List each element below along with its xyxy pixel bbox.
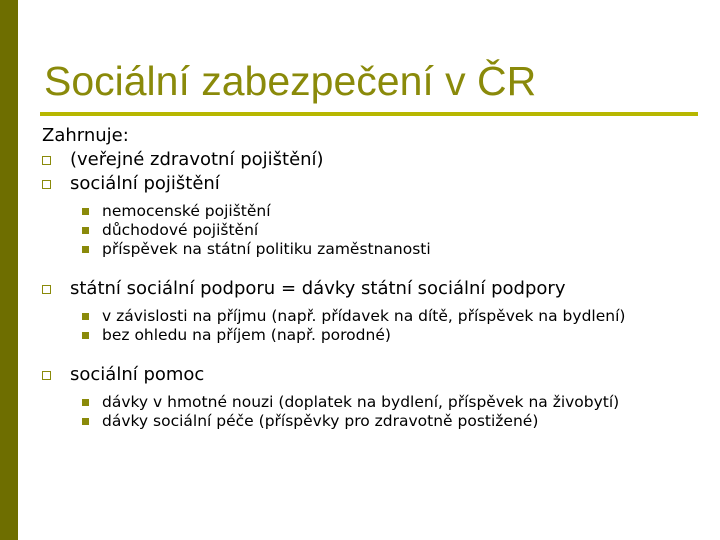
sub-list-item-text: příspěvek na státní politiku zaměstnanosti (102, 240, 431, 258)
sub-list-item-text: v závislosti na příjmu (např. přídavek na dítě, příspěvek na bydlení) (102, 307, 626, 325)
sub-list-item (42, 202, 702, 221)
sub-list-item (42, 393, 702, 412)
sub-list-item-text: důchodové pojištění (102, 221, 259, 239)
list-item-text: sociální pojištění (70, 173, 220, 194)
list-item (42, 148, 702, 172)
sub-list-item-text: dávky v hmotné nouzi (doplatek na bydlení, příspěvek na živobytí) (102, 393, 620, 411)
hollow-square-bullet-icon (42, 180, 51, 189)
title-underline (40, 112, 698, 116)
sub-list-item (42, 240, 702, 259)
filled-square-bullet-icon (82, 208, 89, 215)
list-item-text: státní sociální podporu = dávky státní sociální podpory (70, 278, 566, 299)
hollow-square-bullet-icon (42, 285, 51, 294)
list-item (42, 363, 702, 387)
list-item-text: (veřejné zdravotní pojištění) (70, 149, 324, 170)
hollow-square-bullet-icon (42, 371, 51, 380)
list-item (42, 277, 702, 301)
filled-square-bullet-icon (82, 227, 89, 234)
sub-list-item (42, 307, 702, 326)
sub-list-item-text: dávky sociální péče (příspěvky pro zdravotně postižené) (102, 412, 539, 430)
list-item-text: sociální pomoc (70, 364, 205, 385)
left-accent-bar (0, 0, 18, 540)
filled-square-bullet-icon (82, 418, 89, 425)
filled-square-bullet-icon (82, 246, 89, 253)
sub-list-item-text: bez ohledu na příjem (např. porodné) (102, 326, 391, 344)
sub-list-item (42, 412, 702, 431)
list-item (42, 172, 702, 196)
filled-square-bullet-icon (82, 332, 89, 339)
filled-square-bullet-icon (82, 399, 89, 406)
intro-text: Zahrnuje: (42, 125, 129, 146)
slide-content (42, 124, 702, 431)
slide-title: Sociální zabezpečení v ČR (44, 58, 537, 104)
filled-square-bullet-icon (82, 313, 89, 320)
sub-list-item (42, 326, 702, 345)
sub-list-item (42, 221, 702, 240)
sub-list-item-text: nemocenské pojištění (102, 202, 271, 220)
hollow-square-bullet-icon (42, 156, 51, 165)
